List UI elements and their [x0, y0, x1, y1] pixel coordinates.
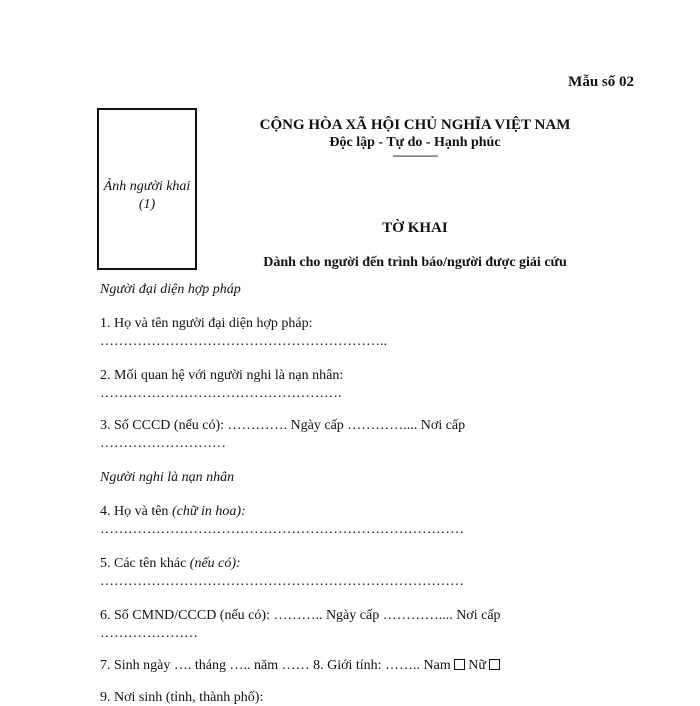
victim-dob-label: 7. Sinh ngày …. tháng ….. năm …… 8. Giới tính: …….. Nam [100, 658, 451, 673]
victim-name-hint: (chữ in hoa): [171, 504, 246, 519]
section-victim: Người nghi là nạn nhân [100, 470, 235, 485]
form-subtitle: Dành cho người đến trình báo/người được giải cứu [263, 255, 567, 270]
victim-alias-field[interactable]: …………………………………………………………………… [100, 574, 464, 589]
victim-name-label-row [100, 504, 246, 520]
national-motto: Độc lập - Tự do - Hạnh phúc [329, 135, 501, 150]
header-divider: --------------- [392, 148, 438, 162]
form-code: Mẫu số 02 [568, 74, 634, 90]
victim-pob-label: 9. Nơi sinh (tỉnh, thành phố): [100, 690, 264, 705]
victim-alias-hint: (nếu có): [189, 556, 241, 571]
section-representative: Người đại diện hợp pháp [100, 282, 241, 297]
rep-id-field[interactable]: ……………………… [100, 436, 226, 451]
rep-relation-field[interactable]: ……………………………………………. [100, 386, 342, 401]
victim-id-field[interactable]: ………………… [100, 626, 198, 641]
male-checkbox[interactable] [454, 659, 465, 670]
rep-relation-label: 2. Mối quan hệ với người nghi là nạn nhân: [100, 368, 344, 383]
rep-id-label: 3. Số CCCD (nếu có): …………. Ngày cấp ………….... Nơi cấp [100, 418, 466, 433]
victim-alias-label: 5. Các tên khác [100, 556, 190, 571]
photo-placeholder [97, 108, 197, 270]
victim-alias-label-row [100, 556, 241, 572]
rep-name-field[interactable]: …………………………………………………….. [100, 334, 387, 349]
photo-note: (1) [138, 197, 156, 212]
rep-name-label: 1. Họ và tên người đại diện hợp pháp: [100, 316, 313, 331]
victim-name-field[interactable]: …………………………………………………………………… [100, 522, 464, 537]
victim-dob-gender-row [100, 658, 500, 674]
form-title: TỜ KHAI [382, 220, 448, 236]
female-label: Nữ [468, 658, 486, 673]
victim-name-label: 4. Họ và tên [100, 504, 172, 519]
country-name: CỘNG HÒA XÃ HỘI CHỦ NGHĨA VIỆT NAM [259, 117, 571, 133]
female-checkbox[interactable] [489, 659, 500, 670]
photo-label-block [99, 178, 195, 214]
photo-label: Ảnh người khai [103, 179, 191, 194]
victim-id-label: 6. Số CMND/CCCD (nếu có): ……….. Ngày cấp ………….... Nơi cấp [100, 608, 501, 623]
